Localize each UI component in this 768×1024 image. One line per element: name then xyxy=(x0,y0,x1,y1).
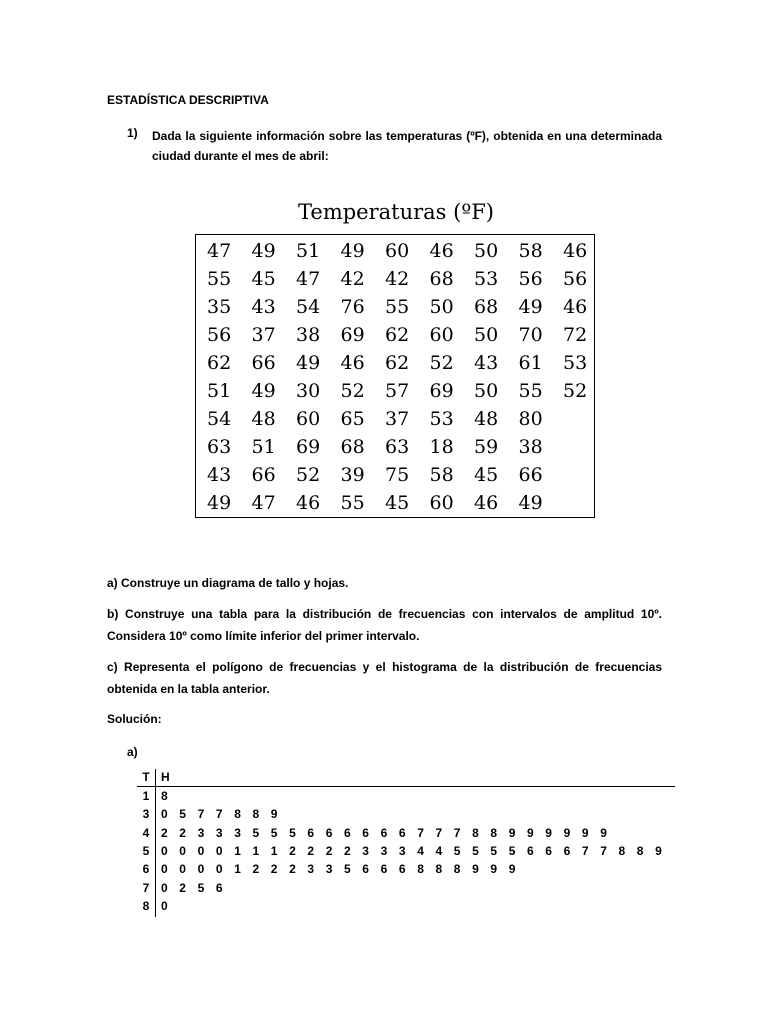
leaf-value: 0 xyxy=(161,880,168,895)
leaf-value: 8 xyxy=(252,807,260,822)
leaf-value: 3 xyxy=(307,862,315,877)
stem-leaf-row xyxy=(0,860,768,878)
leaf-value: 6 xyxy=(307,825,315,840)
leaf-value: 4 xyxy=(435,843,443,858)
stem-leaf-header xyxy=(0,768,768,786)
temperature-cell: 47 xyxy=(207,240,232,262)
temperature-cell: 38 xyxy=(518,436,543,458)
temperature-cell: 76 xyxy=(340,296,365,318)
stem-value: 1 xyxy=(142,789,150,803)
leaf-value: 7 xyxy=(197,807,205,822)
leaf-value: 8 xyxy=(417,862,424,877)
leaf-value: 0 xyxy=(161,807,168,822)
temperature-cell: 55 xyxy=(385,296,410,318)
temperature-row xyxy=(196,265,594,293)
temperature-cell: 55 xyxy=(340,492,365,514)
temperature-cell: 39 xyxy=(340,464,365,486)
leaf-value: 9 xyxy=(581,825,589,840)
leaf-value: 6 xyxy=(380,862,388,877)
leaf-value: 9 xyxy=(563,825,571,840)
leaf-value: 0 xyxy=(215,843,223,858)
temperature-cell: 80 xyxy=(518,408,543,430)
leaf-value: 5 xyxy=(252,825,260,840)
stem-leaf-row xyxy=(0,842,768,860)
temperature-cell: 49 xyxy=(251,240,276,262)
question-text: Dada la siguiente información sobre las temperaturas (ºF), obtenida en una determinada ciudad durante el mes de abril: xyxy=(152,129,662,163)
stem-value: 5 xyxy=(142,843,150,858)
leaf-value: 8 xyxy=(472,825,479,840)
stem-leaf-row xyxy=(0,824,768,842)
leaf-value: 5 xyxy=(490,843,498,858)
stem-value: 3 xyxy=(142,807,150,822)
stem-value: 7 xyxy=(142,880,150,895)
temperature-cell: 58 xyxy=(518,240,543,262)
leaf-value: 3 xyxy=(325,862,333,877)
leaf-value: 0 xyxy=(215,862,223,877)
temperature-cell: 69 xyxy=(340,324,365,346)
stem-leaf-row xyxy=(0,805,768,823)
temperature-cell: 49 xyxy=(340,240,365,262)
leaf-value: 5 xyxy=(453,843,461,858)
leaf-value: 0 xyxy=(179,862,186,877)
temperature-cell: 72 xyxy=(563,324,588,346)
leaf-value: 9 xyxy=(472,862,479,877)
temperature-row xyxy=(196,293,594,321)
leaf-value: 6 xyxy=(545,843,552,858)
leaf-value: 8 xyxy=(453,862,461,877)
temperature-cell: 47 xyxy=(251,492,276,514)
temperature-cell: 58 xyxy=(429,464,454,486)
stem-value: 8 xyxy=(142,898,150,913)
temperature-row xyxy=(196,461,594,489)
temperature-cell: 52 xyxy=(340,380,365,402)
temperature-cell: 50 xyxy=(474,324,499,346)
temperature-row xyxy=(196,405,594,433)
temperature-cell: 63 xyxy=(207,436,232,458)
leaf-value: 2 xyxy=(252,862,260,877)
leaf-value: 0 xyxy=(197,862,205,877)
temperature-cell: 56 xyxy=(207,324,232,346)
leaf-value: 4 xyxy=(417,843,424,858)
leaf-value: 0 xyxy=(197,843,205,858)
temperature-cell: 45 xyxy=(474,464,499,486)
leaf-value: 5 xyxy=(270,825,278,840)
leaf-value: 3 xyxy=(234,825,241,840)
leaf-value: 5 xyxy=(289,825,296,840)
temperature-cell: 69 xyxy=(296,436,321,458)
temperature-cell: 51 xyxy=(207,380,232,402)
leaf-value: 8 xyxy=(618,843,626,858)
leaf-value: 9 xyxy=(655,843,662,858)
leaf-value: 6 xyxy=(398,862,406,877)
temperature-cell: 49 xyxy=(296,352,321,374)
leaf-value: 7 xyxy=(581,843,589,858)
temperature-cell: 37 xyxy=(251,324,276,346)
leaf-value: 5 xyxy=(344,862,351,877)
temperature-cell: 49 xyxy=(251,380,276,402)
solution-label: Solución: xyxy=(107,712,162,726)
question-number: 1) xyxy=(127,126,138,140)
leaf-value: 2 xyxy=(179,825,186,840)
temperature-row xyxy=(196,237,594,265)
leaf-value: 8 xyxy=(490,825,498,840)
leaf-value: 8 xyxy=(636,843,644,858)
temperature-cell: 52 xyxy=(563,380,588,402)
temperature-cell: 52 xyxy=(296,464,321,486)
temperature-cell: 60 xyxy=(385,240,410,262)
temperature-cell: 63 xyxy=(385,436,410,458)
leaf-value: 0 xyxy=(161,862,168,877)
leaf-value: 0 xyxy=(179,843,186,858)
stem-leaf-row xyxy=(0,787,768,805)
leaf-value: 6 xyxy=(380,825,388,840)
temperature-cell: 60 xyxy=(429,492,454,514)
temperature-row xyxy=(196,321,594,349)
temperature-cell: 43 xyxy=(251,296,276,318)
temperature-cell: 66 xyxy=(251,464,276,486)
leaf-value: 6 xyxy=(362,862,369,877)
leaf-value: 6 xyxy=(563,843,571,858)
temperature-cell: 75 xyxy=(385,464,410,486)
leaf-value: 8 xyxy=(234,807,241,822)
leaf-value: 6 xyxy=(344,825,351,840)
leaf-value: 5 xyxy=(472,843,479,858)
temperature-cell: 47 xyxy=(296,268,321,290)
temperature-cell: 48 xyxy=(251,408,276,430)
leaf-value: 2 xyxy=(344,843,351,858)
leaf-value: 5 xyxy=(197,880,205,895)
temperature-cell: 52 xyxy=(429,352,454,374)
temperature-cell: 57 xyxy=(385,380,410,402)
leaf-value: 6 xyxy=(215,880,223,895)
leaf-value: 2 xyxy=(289,862,296,877)
leaf-value: 7 xyxy=(453,825,461,840)
temperature-cell: 62 xyxy=(385,352,410,374)
stem-value: 6 xyxy=(142,862,150,877)
temperature-cell: 50 xyxy=(474,380,499,402)
leaf-value: 0 xyxy=(161,898,168,913)
temperature-cell: 68 xyxy=(340,436,365,458)
leaf-value: 6 xyxy=(362,825,369,840)
temperature-cell: 54 xyxy=(207,408,232,430)
leaf-header: H xyxy=(161,770,170,784)
temperature-cell: 49 xyxy=(518,296,543,318)
temperature-cell: 62 xyxy=(385,324,410,346)
temperature-cell: 45 xyxy=(385,492,410,514)
leaf-value: 1 xyxy=(234,843,241,858)
temperature-cell: 68 xyxy=(429,268,454,290)
temperature-cell: 55 xyxy=(518,380,543,402)
temperature-cell: 60 xyxy=(429,324,454,346)
temperature-cell: 66 xyxy=(251,352,276,374)
leaf-value: 7 xyxy=(417,825,424,840)
temperature-cell: 69 xyxy=(429,380,454,402)
leaf-value: 3 xyxy=(362,843,369,858)
temperature-cell: 37 xyxy=(385,408,410,430)
temperature-cell: 56 xyxy=(563,268,588,290)
leaf-value: 8 xyxy=(161,789,168,803)
leaf-value: 3 xyxy=(380,843,388,858)
leaf-value: 6 xyxy=(325,825,333,840)
leaf-value: 9 xyxy=(545,825,552,840)
temperature-cell: 42 xyxy=(385,268,410,290)
stem-leaf-row xyxy=(0,897,768,915)
temperature-row xyxy=(196,433,594,461)
leaf-value: 0 xyxy=(161,843,168,858)
solution-a-label: a) xyxy=(127,745,138,759)
temperature-cell: 46 xyxy=(563,296,588,318)
temperature-cell: 61 xyxy=(518,352,543,374)
temperature-cell: 46 xyxy=(296,492,321,514)
temperature-cell: 43 xyxy=(207,464,232,486)
temperature-cell: 53 xyxy=(474,268,499,290)
temperature-cell: 35 xyxy=(207,296,232,318)
part-b-text: b) Construye una tabla para la distribución de frecuencias con intervalos de amplitud 10º. Considera 10º como límite inferior del primer intervalo. xyxy=(107,607,662,643)
document-title: ESTADÍSTICA DESCRIPTIVA xyxy=(107,93,269,107)
temperature-cell: 70 xyxy=(518,324,543,346)
temperature-cell: 48 xyxy=(474,408,499,430)
temperature-cell: 46 xyxy=(340,352,365,374)
leaf-value: 5 xyxy=(508,843,516,858)
part-a-text: a) Construye un diagrama de tallo y hojas. xyxy=(107,576,349,590)
leaf-value: 2 xyxy=(307,843,315,858)
leaf-value: 7 xyxy=(600,843,607,858)
leaf-value: 2 xyxy=(325,843,333,858)
temperature-row xyxy=(196,377,594,405)
leaf-value: 2 xyxy=(179,880,186,895)
leaf-value: 6 xyxy=(398,825,406,840)
leaf-value: 7 xyxy=(435,825,443,840)
leaf-value: 8 xyxy=(435,862,443,877)
leaf-value: 9 xyxy=(490,862,498,877)
leaf-value: 1 xyxy=(252,843,260,858)
temperature-cell: 46 xyxy=(563,240,588,262)
temperature-table-title: Temperaturas (ºF) xyxy=(298,200,494,224)
leaf-value: 6 xyxy=(527,843,534,858)
leaf-value: 1 xyxy=(234,862,241,877)
stem-value: 4 xyxy=(142,825,150,840)
temperature-cell: 18 xyxy=(429,436,454,458)
leaf-value: 9 xyxy=(508,862,516,877)
temperature-cell: 60 xyxy=(296,408,321,430)
leaf-value: 7 xyxy=(215,807,223,822)
part-c-text: c) Representa el polígono de frecuencias y el histograma de la distribución de frecuencias obtenida en la tabla anterior. xyxy=(107,660,662,696)
leaf-value: 3 xyxy=(398,843,406,858)
temperature-cell: 53 xyxy=(429,408,454,430)
leaf-value: 3 xyxy=(197,825,205,840)
temperature-cell: 49 xyxy=(518,492,543,514)
temperature-cell: 46 xyxy=(429,240,454,262)
temperature-cell: 50 xyxy=(429,296,454,318)
temperature-cell: 55 xyxy=(207,268,232,290)
stem-header: T xyxy=(142,770,150,784)
leaf-value: 9 xyxy=(600,825,607,840)
leaf-value: 2 xyxy=(289,843,296,858)
temperature-cell: 49 xyxy=(207,492,232,514)
temperature-table xyxy=(195,234,595,518)
temperature-cell: 51 xyxy=(296,240,321,262)
temperature-row xyxy=(196,349,594,377)
temperature-cell: 38 xyxy=(296,324,321,346)
temperature-cell: 50 xyxy=(474,240,499,262)
leaf-value: 2 xyxy=(270,862,278,877)
temperature-cell: 42 xyxy=(340,268,365,290)
temperature-cell: 30 xyxy=(296,380,321,402)
leaf-value: 2 xyxy=(161,825,168,840)
temperature-cell: 62 xyxy=(207,352,232,374)
leaf-value: 1 xyxy=(270,843,278,858)
temperature-cell: 68 xyxy=(474,296,499,318)
temperature-cell: 53 xyxy=(563,352,588,374)
temperature-cell: 66 xyxy=(518,464,543,486)
temperature-cell: 59 xyxy=(474,436,499,458)
temperature-cell: 43 xyxy=(474,352,499,374)
leaf-value: 9 xyxy=(270,807,278,822)
temperature-cell: 56 xyxy=(518,268,543,290)
temperature-row xyxy=(196,489,594,517)
leaf-value: 9 xyxy=(527,825,534,840)
leaf-value: 5 xyxy=(179,807,186,822)
leaf-value: 9 xyxy=(508,825,516,840)
temperature-cell: 54 xyxy=(296,296,321,318)
leaf-value: 3 xyxy=(215,825,223,840)
temperature-cell: 45 xyxy=(251,268,276,290)
temperature-cell: 51 xyxy=(251,436,276,458)
temperature-cell: 65 xyxy=(340,408,365,430)
temperature-cell: 46 xyxy=(474,492,499,514)
stem-leaf-row xyxy=(0,879,768,897)
